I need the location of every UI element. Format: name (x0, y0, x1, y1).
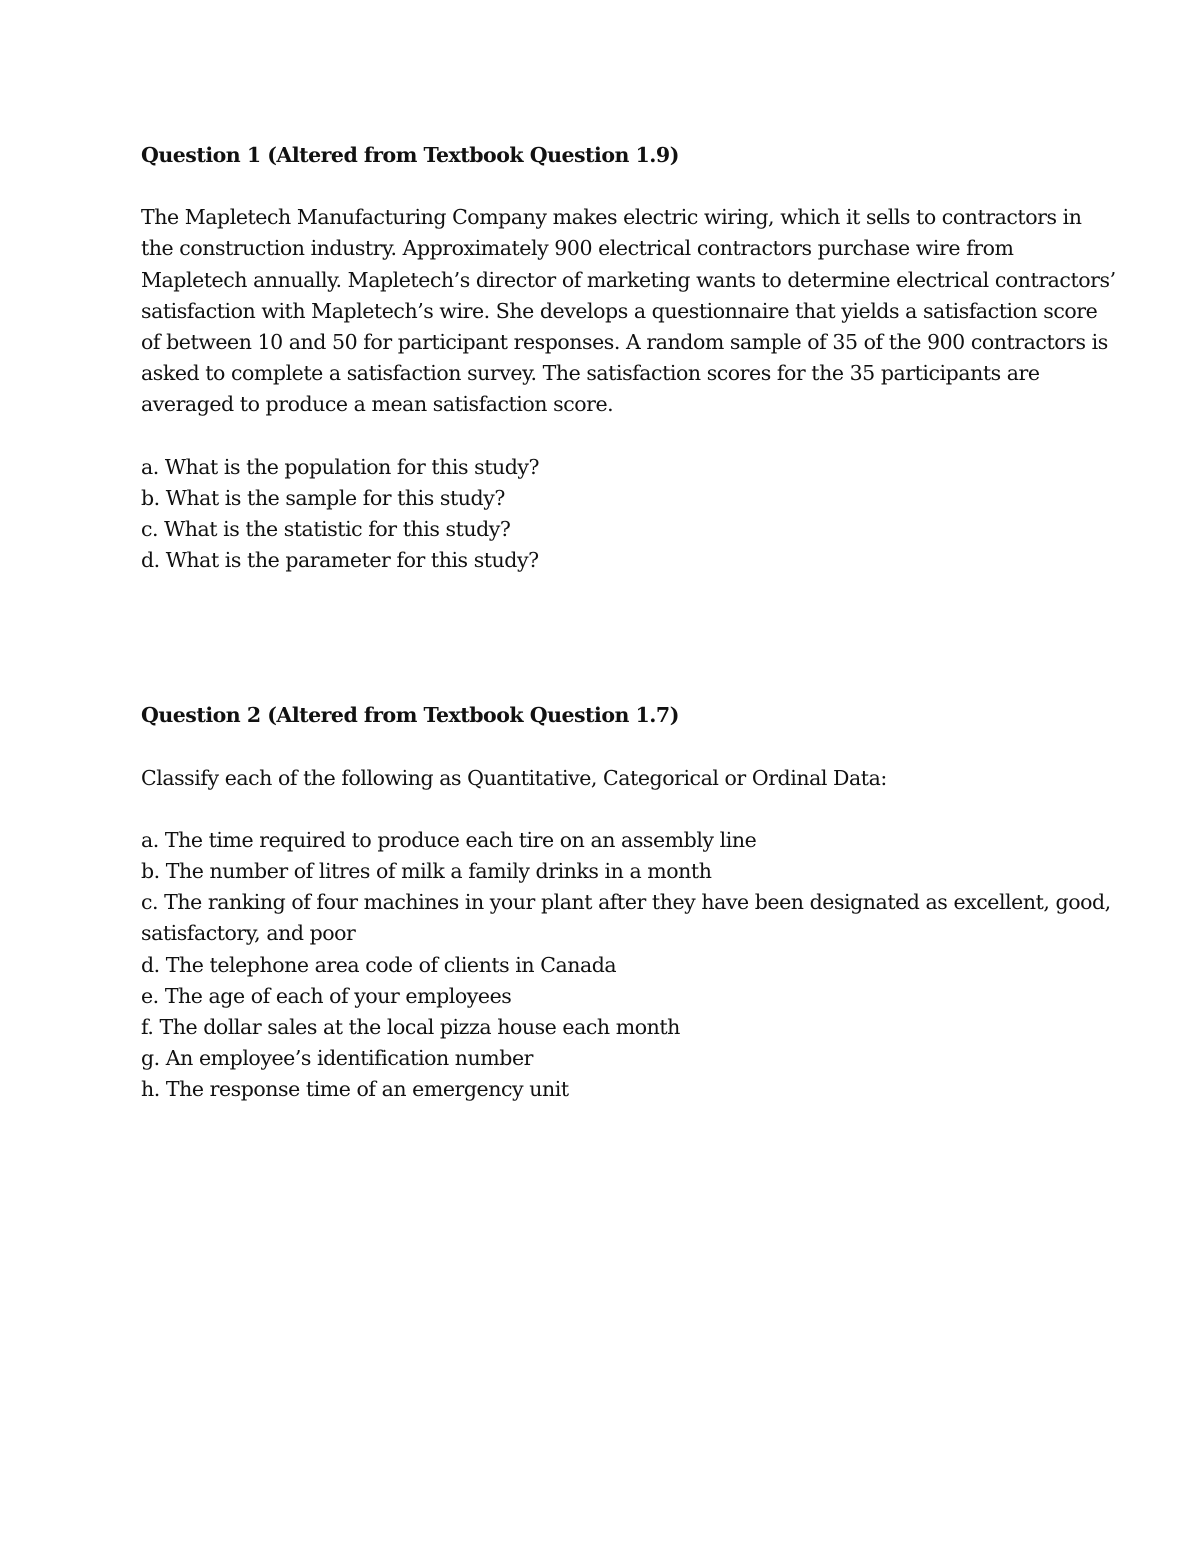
list-item: a. The time required to produce each tire on an assembly line (141, 827, 757, 852)
list-item: d. What is the parameter for this study? (141, 548, 539, 573)
list-item: b. What is the sample for this study? (141, 485, 505, 510)
list-item: g. An employee’s identification number (141, 1046, 533, 1071)
body-line: satisfaction with Mapletech’s wire. She develops a questionnaire that yields a satisfaction score (141, 298, 1098, 323)
list-item: d. The telephone area code of clients in Canada (141, 952, 617, 977)
question-2-instruction (141, 763, 1061, 794)
body-line: the construction industry. Approximately 900 electrical contractors purchase wire from (141, 236, 1014, 261)
instruction-line: Classify each of the following as Quantitative, Categorical or Ordinal Data: (141, 765, 887, 790)
body-line: of between 10 and 50 for participant responses. A random sample of 35 of the 900 contractors is (141, 330, 1108, 355)
question-1-subquestions (141, 452, 1061, 577)
body-line: Mapletech annually. Mapletech’s director of marketing wants to determine electrical contractors’ (141, 267, 1116, 292)
section-spacer (141, 576, 1061, 700)
question-1-heading: Question 1 (Altered from Textbook Question 1.9) (141, 143, 679, 167)
list-item: satisfactory, and poor (141, 921, 356, 946)
question-1-body (141, 202, 1116, 420)
list-item: h. The response time of an emergency unit (141, 1077, 569, 1102)
body-line: The Mapletech Manufacturing Company makes electric wiring, which it sells to contractors in (141, 205, 1082, 230)
document-content (141, 140, 1116, 1106)
question-2-items (141, 825, 1111, 1106)
body-line: averaged to produce a mean satisfaction score. (141, 392, 614, 417)
question-2-heading: Question 2 (Altered from Textbook Question 1.7) (141, 703, 679, 728)
body-line: asked to complete a satisfaction survey. The satisfaction scores for the 35 participants are (141, 361, 1040, 386)
list-item: f. The dollar sales at the local pizza house each month (141, 1015, 680, 1040)
list-item: a. What is the population for this study? (141, 454, 540, 479)
question-2-section (141, 700, 1111, 1105)
question-1-section (141, 140, 1116, 576)
list-item: c. What is the statistic for this study? (141, 517, 511, 542)
list-item: e. The age of each of your employees (141, 983, 512, 1008)
list-item: b. The number of litres of milk a family drinks in a month (141, 859, 712, 884)
list-item: c. The ranking of four machines in your plant after they have been designated as excellent, good, (141, 890, 1111, 915)
